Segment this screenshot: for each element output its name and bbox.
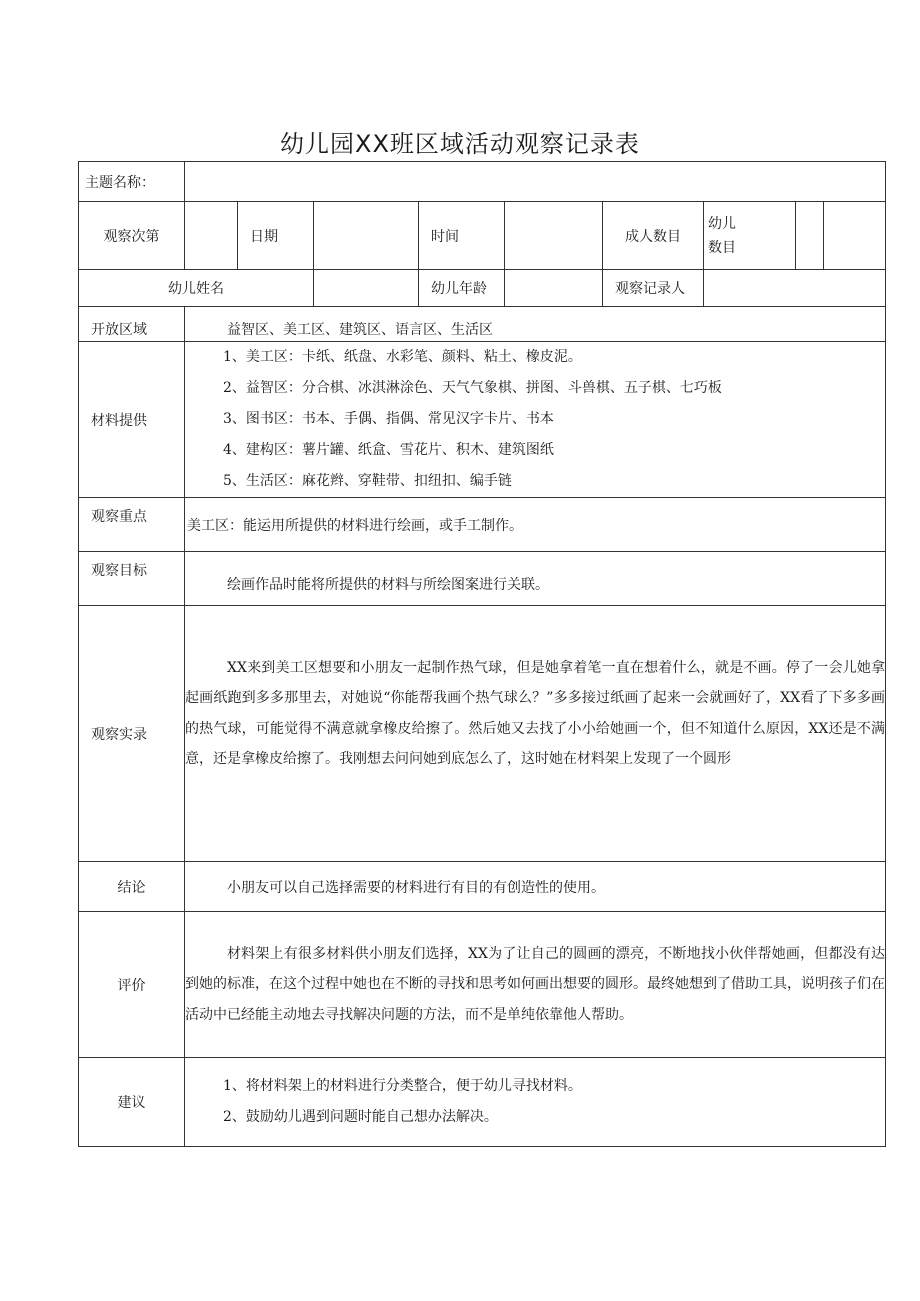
open-areas-value: 益智区、美工区、建筑区、语言区、生活区 (185, 307, 886, 342)
evaluation-row (79, 912, 886, 1058)
materials-item: 5、生活区：麻花辫、穿鞋带、扣纽扣、编手链 (223, 473, 512, 489)
suggestion-item: 2、鼓励幼儿遇到问题时能自己想办法解决。 (223, 1109, 498, 1125)
children-value-cell[interactable] (824, 202, 886, 270)
recorder-value-cell[interactable] (704, 270, 886, 307)
conclusion-value: 小朋友可以自己选择需要的材料进行有目的有创造性的使用。 (185, 862, 886, 912)
recorder-label: 观察记录人 (603, 270, 704, 307)
evaluation-text: 材料架上有很多材料供小朋友们选择，XX为了让自己的圆画的漂亮，不断地找小伙伴帮她画，但都没有达到她的标准，在这个过程中她也在不断的寻找和思考如何画出想要的圆形。最终她想到了借助工具，说明孩子们在活动中已经能主动地去寻找解决问题的方法，而不是单纯依靠他人帮助。 (185, 912, 886, 1058)
obs-count-value-cell[interactable] (185, 202, 238, 270)
materials-item: 3、图书区：书本、手偶、指偶、常见汉字卡片、书本 (223, 411, 554, 427)
materials-row (79, 342, 886, 498)
child-name-label: 幼儿姓名 (79, 270, 314, 307)
goal-label: 观察目标 (79, 552, 185, 606)
record-text: XX来到美工区想要和小朋友一起制作热气球，但是她拿着笔一直在想着什么，就是不画。停了一会儿她拿起画纸跑到多多那里去，对她说“你能帮我画个热气球么？”多多接过纸画了起来一会就画好了，XX看了下多多画的热气球，可能觉得不满意就拿橡皮给擦了。然后她又去找了小小给她画一个，但不知道什么原因，XX还是不满意，还是拿橡皮给擦了。我刚想去问问她到底怎么了，这时她在材料架上发现了一个圆形 (185, 606, 886, 862)
time-label: 时间 (419, 202, 505, 270)
date-value-cell[interactable] (314, 202, 419, 270)
time-value-cell[interactable] (505, 202, 603, 270)
child-age-value-cell[interactable] (505, 270, 603, 307)
adults-value-cell[interactable] (704, 202, 824, 270)
open-areas-row (79, 307, 886, 342)
materials-list (185, 342, 886, 498)
obs-count-label: 观察次第 (79, 202, 185, 270)
suggestions-row (79, 1058, 886, 1147)
open-areas-label: 开放区域 (79, 307, 185, 342)
suggestion-item: 1、将材料架上的材料进行分类整合，便于幼儿寻找材料。 (223, 1078, 582, 1094)
record-row (79, 606, 886, 862)
goal-value: 绘画作品时能将所提供的材料与所绘图案进行关联。 (185, 552, 886, 606)
theme-label: 主题名称： (79, 162, 185, 202)
theme-row (79, 162, 886, 202)
focus-value: 美工区：能运用所提供的材料进行绘画，或手工制作。 (185, 498, 886, 552)
child-name-value-cell[interactable] (314, 270, 419, 307)
materials-item: 2、益智区：分合棋、冰淇淋涂色、天气气象棋、拼图、斗兽棋、五子棋、七巧板 (223, 380, 722, 396)
record-label: 观察实录 (79, 606, 185, 862)
conclusion-row (79, 862, 886, 912)
children-label: 幼儿 数目 (704, 202, 796, 269)
materials-item: 4、建构区：薯片罐、纸盒、雪花片、积木、建筑图纸 (223, 442, 554, 458)
observation-form (78, 161, 886, 1147)
materials-label: 材料提供 (79, 342, 185, 498)
child-age-label: 幼儿年龄 (419, 270, 505, 307)
evaluation-label: 评价 (79, 912, 185, 1058)
date-label: 日期 (238, 202, 314, 270)
materials-item: 1、美工区：卡纸、纸盘、水彩笔、颜料、粘土、橡皮泥。 (223, 349, 582, 365)
theme-value-cell[interactable] (185, 162, 886, 202)
conclusion-label: 结论 (79, 862, 185, 912)
goal-row (79, 552, 886, 606)
suggestions-list (185, 1058, 886, 1147)
info-row (79, 202, 886, 270)
focus-row (79, 498, 886, 552)
adults-label: 成人数目 (603, 202, 704, 270)
suggestions-label: 建议 (79, 1058, 185, 1147)
focus-label: 观察重点 (79, 498, 185, 552)
page-title: 幼儿园XX班区域活动观察记录表 (280, 130, 640, 158)
child-info-row (79, 270, 886, 307)
